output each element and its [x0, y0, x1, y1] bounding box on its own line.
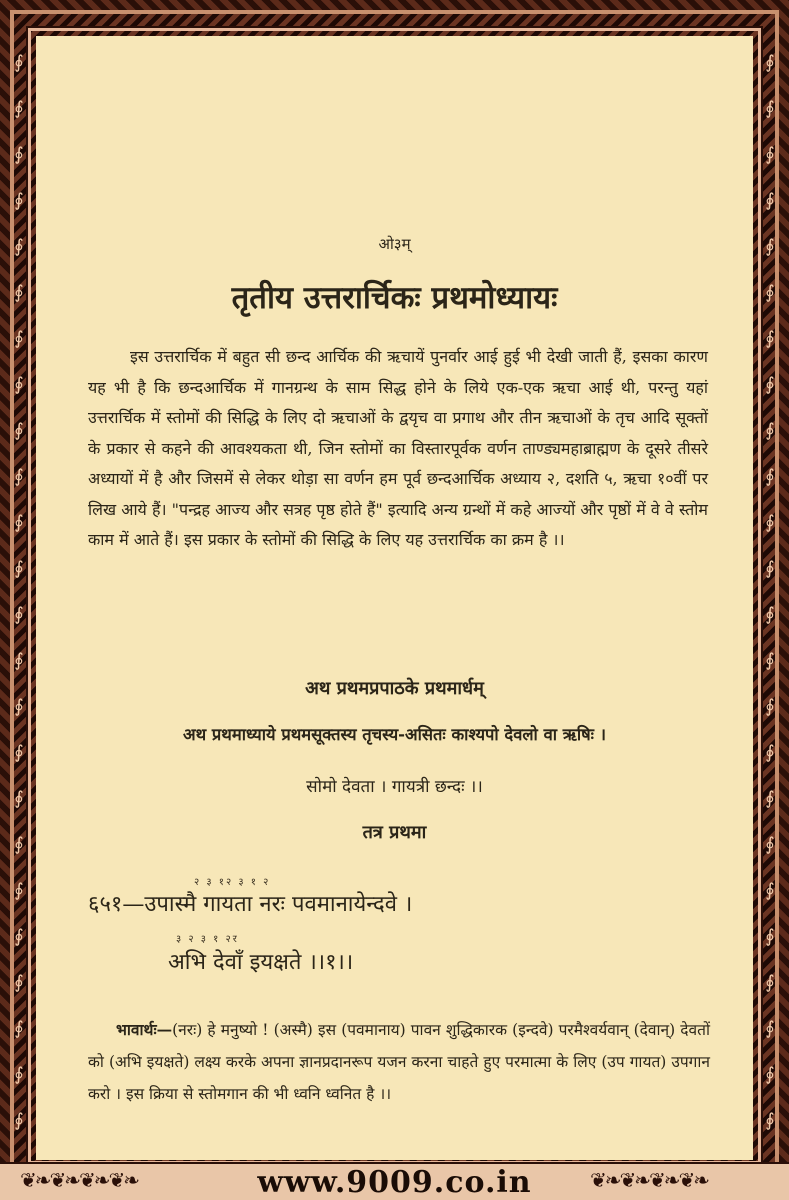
- page-text: [36, 36, 753, 1160]
- om-heading: ओ३म्: [378, 235, 411, 253]
- bhavartha: [88, 1014, 710, 1110]
- chapter-title: तृतीय उत्तरार्चिकः प्रथमोध्यायः: [231, 280, 558, 316]
- bhavartha-label: भावार्थः—: [116, 1020, 173, 1039]
- verse-line1-accents: २ ३ १२ ३ १ २: [194, 877, 271, 888]
- right-swirl-ornament: ∮ ∮ ∮ ∮ ∮ ∮ ∮ ∮ ∮ ∮ ∮ ∮ ∮ ∮ ∮ ∮ ∮ ∮ ∮ ∮ ∮ ∮ ∮ ∮: [765, 52, 775, 1131]
- footer-left-ornament: ❦❧❦❧❦❧❦❧: [20, 1168, 139, 1192]
- devata-chandas: सोमो देवता । गायत्री छन्दः ।।: [306, 777, 483, 797]
- verse-line2-accents: ३ २ ३ १ २र: [176, 934, 239, 945]
- verse-line1: ६५१—उपास्मै गायता नरः पवमानायेन्दवे ।: [88, 892, 413, 917]
- sukta-info: अथ प्रथमाध्याये प्रथमसूक्तस्य तृचस्य-असितः काश्यपो देवलो वा ऋषिः ।: [183, 725, 606, 744]
- bhavartha-text: (नरः) हे मनुष्यो ! (अस्मै) इस (पवमानाय) पावन शुद्धिकारक (इन्दवे) परमैश्वर्यवान् (देवान्) देवतों को (अभि इयक्षते) लक्ष्य करके अपना ज्ञानप्रदानरूप यजन करना चाहते हुए परमात्मा के लिए (उप गायत) उपगान करो । इस क्रिया से स्तोमगान की भी ध्वनि ध्वनित है ।।: [88, 1021, 710, 1103]
- section-heading: अथ प्रथमप्रपाठके प्रथमार्धम्: [305, 678, 484, 699]
- left-swirl-ornament: ∮ ∮ ∮ ∮ ∮ ∮ ∮ ∮ ∮ ∮ ∮ ∮ ∮ ∮ ∮ ∮ ∮ ∮ ∮ ∮ ∮ ∮ ∮ ∮: [14, 52, 24, 1131]
- footer-url[interactable]: www.9009.co.in: [257, 1164, 532, 1200]
- footer-right-ornament: ❦❧❦❧❦❧❦❧: [590, 1168, 709, 1192]
- book-page: [36, 36, 753, 1160]
- tatra-prathama: तत्र प्रथमा: [362, 822, 427, 843]
- verse-line2: अभि देवाँ इयक्षते ।।१।।: [168, 950, 354, 975]
- intro-paragraph: इस उत्तरार्चिक में बहुत सी छन्द आर्चिक की ऋचायें पुनर्वार आई हुई भी देखी जाती हैं, इसका कारण यह भी है कि छन्दआर्चिक में गानग्रन्थ के साम सिद्ध होने के लिये एक-एक ऋचा आई थी, परन्तु यहां उत्तरार्चिक में स्तोमों की सिद्धि के लिए दो ऋचाओं के द्वयृच वा प्रगाथ और तीन ऋचाओं के तृच आदि सूक्तों के प्रकार से कहने की आवश्यकता थी, जिन स्तोमों का विस्तारपूर्वक वर्णन ताण्ड्यमहाब्राह्मण के दूसरे तीसरे अध्यायों में है और जिसमें से लेकर थोड़ा सा वर्णन हम पूर्व छन्दआर्चिक अध्याय २, दशति ५, ऋचा १०वीं पर लिख आये हैं। "पन्द्रह आज्य और सत्रह पृष्ठ होते हैं" इत्यादि अन्य ग्रन्थों में कहे आज्यों और पृष्ठों में वे वे स्तोम काम में आते हैं। इस प्रकार के स्तोमों की सिद्धि के लिए यह उत्तरार्चिक का क्रम है ।।: [88, 347, 708, 549]
